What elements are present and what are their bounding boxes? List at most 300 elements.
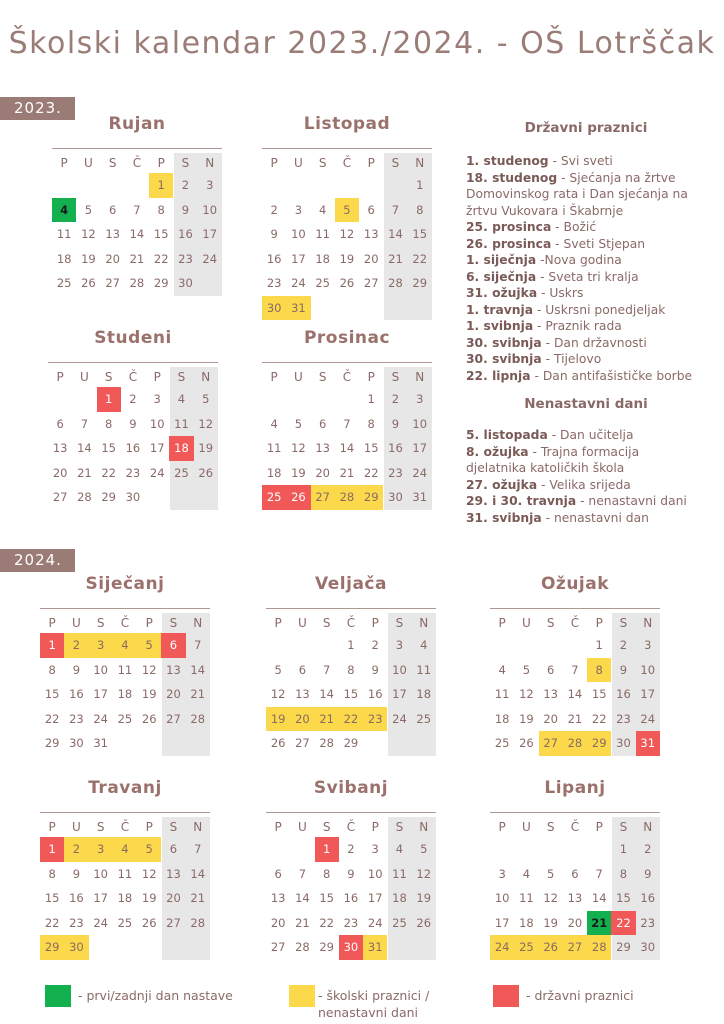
day-cell: 9	[347, 866, 355, 881]
month-divider	[262, 148, 432, 149]
day-cell: 23	[388, 465, 403, 480]
day-cell: 30	[640, 940, 656, 954]
day-cell: 16	[388, 441, 403, 455]
day-cell: 16	[616, 687, 631, 701]
day-cell: 12	[81, 227, 96, 241]
day-cell: 30	[262, 296, 286, 321]
list-item: 27. ožujka - Velika srijeda	[466, 477, 631, 492]
day-cell: 18	[416, 687, 432, 701]
day-cell: 5	[547, 866, 555, 881]
day-cell: 12	[519, 687, 534, 701]
weekday-header: U	[72, 820, 81, 834]
day-cell: 9	[391, 416, 400, 431]
day-cell: 7	[194, 638, 202, 652]
day-cell: 4	[270, 416, 278, 431]
day-cell: 6	[298, 662, 307, 677]
day-cell: 7	[391, 202, 400, 217]
day-cell: 6	[109, 202, 117, 217]
month-divider	[490, 812, 660, 813]
weekday-header: S	[181, 156, 190, 170]
empty-cell	[262, 173, 286, 198]
weekday-header: S	[177, 370, 186, 384]
holidays-list	[466, 153, 716, 384]
day-cell: 17	[640, 687, 656, 701]
empty-cell	[194, 485, 218, 510]
legend-yellow-swatch	[289, 985, 315, 1007]
empty-cell	[161, 731, 185, 756]
month-7	[40, 777, 210, 960]
empty-cell	[387, 731, 411, 756]
empty-cell	[563, 633, 587, 658]
month-divider	[40, 608, 210, 609]
day-cell: 13	[315, 441, 330, 455]
weekday-header: S	[318, 156, 327, 170]
month-grid	[262, 153, 432, 320]
empty-cell	[539, 837, 563, 862]
weekday-header: N	[643, 616, 653, 630]
day-cell: 11	[494, 687, 510, 701]
day-cell: 24	[202, 251, 218, 266]
legend-yellow-label: - školski praznici /	[318, 988, 430, 1003]
day-cell: 11	[519, 891, 534, 905]
day-cell: 10	[412, 416, 428, 431]
weekday-header: S	[104, 370, 113, 384]
day-cell: 28	[190, 915, 206, 930]
weekday-header: P	[145, 616, 153, 630]
weekday-header: Č	[120, 616, 130, 630]
list-item: žrtvu Vukovara i Škabrnje	[466, 203, 624, 218]
day-cell: 18	[56, 251, 72, 266]
day-cell: 18	[519, 915, 534, 930]
day-cell: 2	[64, 633, 88, 658]
weekday-header: N	[415, 370, 425, 384]
empty-cell	[286, 387, 310, 412]
day-cell: 28	[335, 485, 359, 510]
day-cell: 19	[339, 251, 355, 266]
day-cell: 15	[591, 687, 607, 701]
day-cell: 27	[539, 731, 563, 756]
weekday-header: S	[169, 616, 178, 630]
day-cell: 12	[291, 441, 306, 455]
weekday-header: P	[498, 820, 506, 834]
day-cell: 10	[149, 416, 165, 431]
weekday-header: S	[619, 616, 628, 630]
day-cell: 31	[412, 490, 428, 504]
day-cell: 18	[266, 465, 282, 480]
empty-cell	[335, 173, 359, 198]
day-cell: 22	[319, 915, 334, 930]
day-cell: 26	[539, 935, 563, 960]
day-cell: 27	[363, 276, 379, 290]
day-cell: 30	[125, 490, 141, 504]
day-cell: 24	[640, 711, 656, 726]
empty-cell	[89, 935, 113, 960]
weekday-header: S	[395, 616, 404, 630]
day-cell: 21	[77, 465, 92, 480]
empty-cell	[363, 731, 387, 756]
day-cell: 30	[64, 935, 88, 960]
day-cell: 13	[363, 227, 379, 241]
day-cell: 5	[84, 202, 93, 217]
month-name: Lipanj	[544, 778, 606, 798]
day-cell: 16	[69, 891, 84, 905]
weekday-header: P	[270, 370, 278, 384]
day-cell: 3	[371, 842, 379, 856]
list-item: 18. studenog - Sjećanja na žrtve	[466, 170, 676, 185]
weekday-header: P	[270, 156, 278, 170]
day-cell: 22	[153, 251, 169, 266]
day-cell: 8	[323, 866, 331, 881]
day-cell: 28	[587, 935, 611, 960]
empty-cell	[101, 173, 125, 198]
day-cell: 20	[543, 711, 558, 726]
day-cell: 28	[77, 490, 92, 504]
list-item: 1. studenog - Svi sveti	[466, 154, 613, 168]
day-cell: 2	[644, 842, 652, 856]
day-cell: 3	[294, 202, 303, 217]
day-cell: 22	[101, 465, 116, 480]
day-cell: 1	[149, 173, 173, 198]
empty-cell	[383, 173, 407, 198]
page-title: Školski kalendar 2023./2024. - OŠ Lotrščak	[8, 26, 716, 61]
weekday-header: S	[322, 820, 331, 834]
empty-cell	[266, 837, 290, 862]
weekday-header: P	[595, 616, 603, 630]
weekday-header: P	[367, 370, 375, 384]
month-divider	[490, 608, 660, 609]
day-cell: 29	[412, 276, 428, 290]
day-cell: 19	[141, 687, 157, 701]
weekday-header: N	[419, 616, 429, 630]
day-cell: 22	[44, 711, 60, 726]
day-cell: 7	[194, 842, 202, 856]
month-grid	[266, 817, 436, 960]
day-cell: 26	[339, 276, 355, 290]
day-cell: 5	[294, 416, 303, 431]
day-cell: 24	[93, 711, 108, 726]
month-0	[52, 113, 222, 296]
day-cell: 20	[567, 915, 583, 930]
day-cell: 19	[543, 915, 558, 930]
list-item: 1. travnja - Uskrsni ponedjeljak	[466, 302, 666, 317]
day-cell: 29	[319, 940, 334, 954]
day-cell: 23	[343, 915, 359, 930]
day-cell: 16	[343, 891, 359, 905]
day-cell: 17	[149, 441, 165, 455]
nonteaching-list	[466, 427, 716, 526]
day-cell: 12	[416, 866, 432, 881]
weekday-header: S	[318, 370, 327, 384]
weekday-header: P	[274, 820, 282, 834]
day-cell: 8	[48, 662, 56, 677]
empty-cell	[587, 837, 611, 862]
day-cell: 27	[105, 276, 120, 290]
day-cell: 20	[363, 251, 379, 266]
day-cell: 22	[44, 915, 60, 930]
weekday-header: Č	[342, 370, 352, 384]
day-cell: 18	[392, 891, 407, 905]
empty-cell	[311, 387, 335, 412]
day-cell: 6	[319, 416, 327, 431]
day-cell: 27	[295, 736, 310, 750]
weekday-header: P	[274, 616, 282, 630]
day-cell: 15	[343, 687, 359, 701]
day-cell: 1	[315, 837, 339, 862]
day-cell: 5	[420, 842, 428, 856]
day-cell: 16	[266, 251, 282, 266]
day-cell: 7	[343, 416, 351, 431]
day-cell: 10	[93, 662, 108, 677]
list-item: 8. ožujka - Trajna formacija	[466, 444, 640, 459]
day-cell: 15	[319, 891, 334, 905]
day-cell: 17	[367, 891, 383, 905]
day-cell: 11	[416, 662, 432, 677]
empty-cell	[137, 731, 161, 756]
day-cell: 14	[190, 662, 206, 677]
month-name: Studeni	[94, 328, 172, 348]
day-cell: 12	[141, 662, 157, 677]
day-cell: 13	[105, 227, 120, 241]
day-cell: 3	[395, 638, 404, 652]
day-cell: 25	[514, 935, 538, 960]
weekday-header: S	[108, 156, 117, 170]
day-cell: 29	[44, 736, 60, 750]
empty-cell	[262, 387, 286, 412]
day-cell: 29	[587, 731, 611, 756]
weekday-header: S	[395, 820, 404, 834]
day-cell: 29	[40, 935, 64, 960]
day-cell: 7	[571, 662, 579, 677]
weekday-header: Č	[570, 820, 580, 834]
day-cell: 16	[69, 687, 84, 701]
day-cell: 13	[270, 891, 286, 905]
day-cell: 5	[202, 392, 210, 406]
legend-red-label: - državni praznici	[526, 988, 634, 1003]
empty-cell	[490, 837, 514, 862]
day-cell: 27	[563, 935, 587, 960]
day-cell: 8	[347, 662, 355, 677]
day-cell: 12	[339, 227, 355, 241]
day-cell: 1	[347, 638, 355, 652]
day-cell: 29	[359, 485, 383, 510]
day-cell: 2	[129, 392, 137, 406]
weekday-header: N	[643, 820, 653, 834]
empty-cell	[145, 485, 169, 510]
list-item: 22. lipnja - Dan antifašističke borbe	[466, 368, 693, 383]
day-cell: 13	[567, 891, 583, 905]
empty-cell	[186, 731, 210, 756]
day-cell: 26	[270, 736, 286, 750]
day-cell: 17	[494, 915, 510, 930]
empty-cell	[186, 935, 210, 960]
month-name: Veljača	[315, 574, 387, 594]
weekday-header: Č	[342, 156, 352, 170]
empty-cell	[311, 296, 335, 321]
day-cell: 21	[388, 251, 403, 266]
day-cell: 21	[190, 687, 206, 701]
day-cell: 14	[190, 866, 206, 881]
empty-cell	[125, 173, 149, 198]
day-cell: 7	[298, 866, 307, 881]
day-cell: 30	[616, 736, 631, 750]
list-item: 5. listopada - Dan učitelja	[466, 428, 634, 442]
empty-cell	[113, 731, 137, 756]
day-cell: 15	[44, 687, 60, 701]
day-cell: 30	[339, 935, 363, 960]
empty-cell	[412, 935, 436, 960]
day-cell: 21	[190, 891, 206, 905]
day-cell: 6	[274, 866, 282, 881]
day-cell: 13	[543, 687, 558, 701]
day-cell: 24	[367, 915, 383, 930]
day-cell: 1	[367, 392, 375, 406]
empty-cell	[335, 296, 359, 321]
day-cell: 9	[72, 662, 81, 677]
weekday-header: U	[294, 370, 303, 384]
day-cell: 15	[101, 441, 116, 455]
day-cell: 26	[286, 485, 310, 510]
day-cell: 1	[619, 842, 628, 856]
day-cell: 5	[137, 837, 161, 862]
day-cell: 11	[266, 441, 282, 455]
legend-green-swatch	[45, 985, 71, 1007]
day-cell: 9	[619, 662, 628, 677]
day-cell: 28	[190, 711, 206, 726]
day-cell: 13	[166, 866, 181, 881]
weekday-header: U	[298, 820, 307, 834]
day-cell: 12	[198, 416, 214, 431]
day-cell: 22	[339, 707, 363, 732]
weekday-header: P	[595, 820, 603, 834]
day-cell: 20	[166, 687, 181, 701]
holidays-title: Državni praznici	[524, 120, 648, 136]
day-cell: 11	[174, 416, 189, 431]
day-cell: 26	[198, 465, 214, 480]
weekday-header: P	[371, 820, 379, 834]
empty-cell	[514, 633, 538, 658]
legend-green-label: - prvi/zadnji dan nastave	[78, 988, 233, 1003]
weekday-header: Č	[120, 820, 130, 834]
weekday-header: N	[415, 156, 425, 170]
day-cell: 8	[587, 658, 611, 683]
day-cell: 8	[48, 866, 56, 881]
day-cell: 18	[315, 251, 330, 266]
day-cell: 4	[113, 837, 137, 862]
day-cell: 8	[619, 866, 628, 881]
list-item: 30. svibnja - Tijelovo	[466, 352, 602, 366]
empty-cell	[290, 633, 314, 658]
day-cell: 10	[291, 227, 306, 241]
day-cell: 25	[117, 711, 133, 726]
day-cell: 21	[339, 465, 355, 480]
month-name: Ožujak	[540, 574, 610, 594]
day-cell: 2	[181, 178, 190, 192]
day-cell: 25	[392, 915, 407, 930]
day-cell: 17	[202, 227, 218, 241]
list-item: 1. svibnja - Praznik rada	[466, 319, 622, 333]
day-cell: 17	[93, 687, 108, 701]
day-cell: 5	[274, 662, 282, 677]
day-cell: 5	[522, 662, 531, 677]
day-cell: 10	[93, 866, 108, 881]
day-cell: 21	[129, 251, 145, 266]
empty-cell	[52, 173, 76, 198]
day-cell: 22	[363, 465, 379, 480]
list-item: 30. svibnja - Dan državnosti	[466, 335, 647, 350]
day-cell: 23	[69, 711, 84, 726]
month-divider	[266, 812, 436, 813]
day-cell: 27	[166, 711, 181, 726]
day-cell: 14	[591, 891, 607, 905]
day-cell: 26	[141, 711, 157, 726]
month-2	[48, 327, 218, 510]
day-cell: 31	[93, 736, 108, 750]
day-cell: 1	[97, 387, 121, 412]
day-cell: 3	[644, 638, 652, 652]
day-cell: 9	[270, 227, 278, 241]
day-cell: 10	[202, 202, 218, 217]
day-cell: 26	[416, 915, 432, 930]
empty-cell	[286, 173, 310, 198]
day-cell: 13	[166, 662, 181, 677]
day-cell: 21	[295, 915, 310, 930]
month-grid	[490, 817, 660, 960]
month-name: Travanj	[88, 778, 162, 798]
day-cell: 28	[129, 276, 145, 290]
year-label-2024: 2024.	[0, 549, 75, 572]
empty-cell	[514, 837, 538, 862]
year-label-2023: 2023.	[0, 97, 75, 120]
day-cell: 17	[392, 687, 407, 701]
list-item: Domovinskog rata i Dan sjećanja na	[466, 187, 688, 201]
day-cell: 6	[547, 662, 555, 677]
empty-cell	[315, 633, 339, 658]
list-item: 26. prosinca - Sveti Stjepan	[466, 236, 646, 251]
empty-cell	[359, 173, 383, 198]
day-cell: 14	[77, 441, 92, 455]
day-cell: 15	[616, 891, 631, 905]
month-name: Siječanj	[85, 574, 165, 594]
day-cell: 17	[93, 891, 108, 905]
weekday-header: N	[193, 820, 203, 834]
month-divider	[266, 608, 436, 609]
list-item: 31. ožujka - Uskrs	[466, 286, 584, 300]
day-cell: 23	[640, 915, 656, 930]
day-cell: 29	[343, 736, 359, 750]
day-cell: 19	[416, 891, 432, 905]
empty-cell	[387, 935, 411, 960]
nonteaching-title: Nenastavni dani	[524, 396, 648, 412]
empty-cell	[72, 387, 96, 412]
legend-yellow-label-2: nenastavni dani	[318, 1005, 419, 1020]
day-cell: 9	[371, 662, 379, 677]
weekday-header: Č	[132, 156, 142, 170]
day-cell: 25	[56, 276, 72, 290]
day-cell: 4	[420, 638, 428, 652]
day-cell: 29	[616, 940, 631, 954]
day-cell: 20	[315, 465, 330, 480]
day-cell: 23	[266, 276, 282, 290]
weekday-header: Č	[570, 616, 580, 630]
day-cell: 19	[266, 707, 290, 732]
weekday-header: N	[193, 616, 203, 630]
month-grid	[40, 613, 210, 756]
day-cell: 28	[388, 276, 403, 290]
month-name: Svibanj	[313, 778, 389, 798]
day-cell: 16	[367, 687, 383, 701]
day-cell: 1	[40, 633, 64, 658]
weekday-header: S	[546, 820, 555, 834]
